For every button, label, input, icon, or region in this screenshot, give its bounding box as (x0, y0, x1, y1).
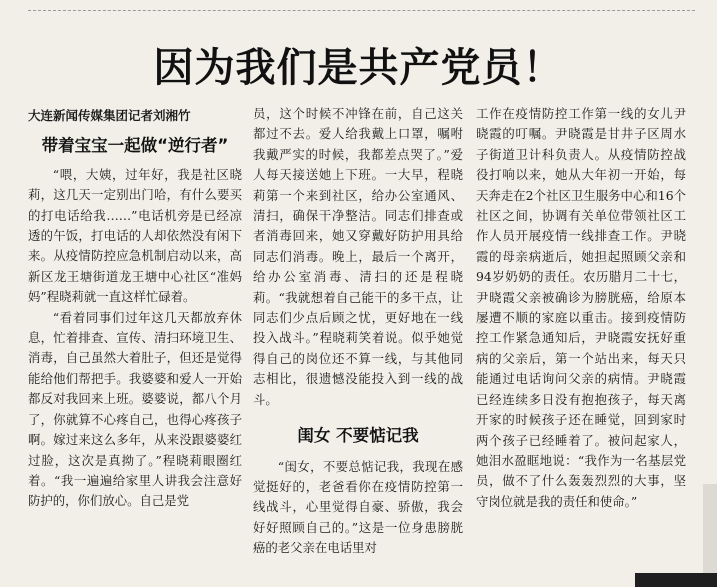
section-2-title: 闺女 不要惦记我 (297, 426, 419, 446)
section-2-paragraph-1-continued: 工作在疫情防控工作第一线的女儿尹晓霞的叮嘱。尹晓霞是甘井子区周水子街道卫计科负责人。从疫情防控战役打响以来，她从大年初一开始，每天奔走在2个社区卫生服务中心和16个社区之间，协调有关单位带领社区工作人员开展疫情一线排查工作。尹晓霞的母亲病逝后，她担起照顾父亲和94岁奶奶的责任。农历腊月二十七，尹晓霞父亲被确诊为膀胱癌，给原本屡遭不顺的家庭以重击。接到疫情防控工作紧急通知后，尹晓霞安抚好重病的父亲后，第一个站出来，每天只能通过电话询问父亲的病情。尹晓霞已经连续多日没有抱抱孩子，每天离开家的时候孩子还在睡觉，回到家时两个孩子已经睡着了。被问起家人，她泪水盈眶地说：“我作为一名基层党员，做不了什么轰轰烈烈的大事，坚守岗位就是我的责任和使命。” (476, 106, 686, 509)
byline: 大连新闻传媒集团记者刘湘竹 (28, 108, 191, 123)
column-3 (476, 104, 686, 512)
section-1-paragraph-2: “看着同事们过年这几天都放弃休息，忙着排查、宣传、清扫环境卫生、消毒，自己虽然大着肚子，但还是觉得能给他们帮把手。我婆婆和爱人一开始都反对我回来上班。婆婆说，都八个月了，你就算不心疼自己，也得心疼孩子啊。嫁过来这么多年，从来没跟婆婆红过脸，这次是真拗了。”程晓莉眼圈红着。“我一遍遍给家里人讲我会注意好防护的，你们放心。自己是党 (28, 309, 242, 509)
section-2-paragraph-1: “闺女，不要总惦记我，我现在感觉挺好的，老爸看你在疫情防控第一线战斗，心里觉得自豪、骄傲，我会好好照顾自己的。”这是一位身患膀胱癌的老父亲在电话里对 (253, 458, 463, 556)
column-1 (28, 104, 242, 512)
column-2 (253, 104, 463, 559)
section-1-paragraph-2-continued: 员，这个时候不冲锋在前，自己这关都过不去。爱人给我戴上口罩，嘱咐我戴严实的时候，我都差点哭了。”爱人每天接送她上下班。一大早，程晓莉第一个来到社区，给办公室通风、清扫，确保干净整洁。同志们排查或者消毒回来，她又穿戴好防护用具给同志们消毒。晚上，最后一个离开，给办公室消毒、清扫的还是程晓莉。“我就想着自己能干的多干点，让同志们少点后顾之忧，更好地在一线投入战斗。”程晓莉笑着说。似乎她觉得自己的岗位还不算一线，与其他同志相比，很遗憾没能投入到一线的战斗。 (253, 106, 463, 407)
page-corner-bar (635, 573, 717, 587)
page-edge-strip (703, 484, 717, 587)
section-1-title: 带着宝宝一起做“逆行者” (41, 136, 229, 156)
section-1-paragraph-1: “喂，大姨，过年好，我是社区晓莉，这几天一定别出门哈，有什么要买的打电话给我……”电话机旁是已经凉透的午饭，打电话的人却依然没有闲下来。从疫情防控应急机制启动以来，高新区龙王塘街道龙王塘中心社区“准妈妈”程晓莉就一直这样忙碌着。 (28, 166, 242, 305)
top-divider (28, 10, 695, 11)
headline: 因为我们是共产党员！ (153, 45, 564, 91)
